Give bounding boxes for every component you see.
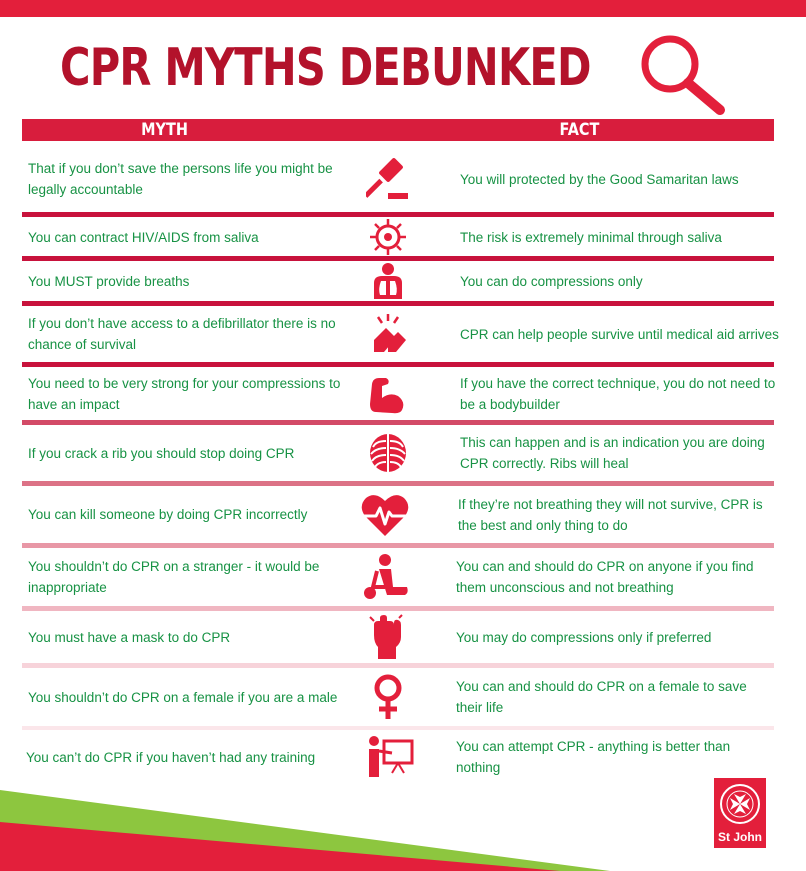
myth-column-header: MYTH	[141, 120, 188, 140]
myth-text: You can contract HIV/AIDS from saliva	[28, 229, 259, 245]
table-row	[0, 730, 806, 784]
fact-text: You will protected by the Good Samaritan laws	[460, 171, 739, 187]
myth-text: You need to be very strong for your compressions to have an impact	[28, 376, 341, 412]
heartbeat-icon	[360, 492, 410, 538]
myth-text: You shouldn’t do CPR on a stranger - it would be inappropriate	[28, 559, 320, 595]
fact-text: You can and should do CPR on a female to save their life	[456, 679, 747, 715]
fact-text: If they’re not breathing they will not survive, CPR is the best and only thing to do	[458, 496, 763, 533]
fact-text: CPR can help people survive until medical aid arrives	[460, 326, 779, 342]
myth-text: If you don’t have access to a defibrillator there is no chance of survival	[28, 316, 336, 352]
table-row	[0, 306, 806, 362]
bottom-decoration	[0, 780, 806, 871]
fact-text: This can happen and is an indication you are doing CPR correctly. Ribs will heal	[460, 435, 765, 471]
table-row	[0, 367, 806, 421]
virus-icon	[368, 217, 408, 257]
hands-compression-icon	[366, 312, 410, 356]
presentation-icon	[366, 733, 416, 781]
myth-text: You shouldn’t do CPR on a female if you are a male	[28, 689, 338, 705]
maltese-cross-icon	[718, 782, 762, 826]
table-row	[0, 486, 806, 543]
myth-text: You can’t do CPR if you haven’t had any training	[26, 749, 316, 765]
myth-text: You can kill someone by doing CPR incorrectly	[28, 507, 308, 522]
female-symbol-icon	[370, 673, 406, 721]
gavel-icon	[366, 157, 410, 201]
flexed-arm-icon	[366, 372, 410, 416]
raised-fist-icon	[366, 613, 406, 661]
magnifier-icon	[636, 30, 728, 116]
st-john-logo	[714, 778, 766, 848]
ribcage-icon	[366, 431, 410, 475]
table-row	[0, 425, 806, 481]
myth-text: That if you don’t save the persons life you might be legally accountable	[28, 161, 333, 197]
myth-text: You must have a mask to do CPR	[28, 629, 231, 645]
table-header-bar	[22, 119, 774, 141]
logo-text: St John	[718, 830, 762, 844]
table-row	[0, 218, 806, 256]
fact-column-header: FACT	[559, 120, 600, 140]
fact-text: If you have the correct technique, you do not need to be a bodybuilder	[460, 376, 776, 412]
myth-text: If you crack a rib you should stop doing CPR	[28, 445, 295, 461]
table-row	[0, 611, 806, 663]
table-row	[0, 548, 806, 606]
page-title: CPR MYTHS DEBUNKED	[60, 38, 591, 98]
fact-text: You can do compressions only	[460, 273, 643, 289]
fact-text: You can attempt CPR - anything is better than nothing	[456, 739, 731, 775]
top-bar	[0, 0, 806, 17]
table-row	[0, 668, 806, 726]
table-row	[0, 262, 806, 300]
person-cpr-icon	[363, 553, 411, 601]
lungs-torso-icon	[368, 261, 408, 301]
table-row	[0, 148, 806, 210]
myth-text: You MUST provide breaths	[28, 273, 190, 289]
fact-text: The risk is extremely minimal through saliva	[460, 229, 722, 245]
fact-text: You can and should do CPR on anyone if you find them unconscious and not breathing	[456, 559, 754, 595]
fact-text: You may do compressions only if preferred	[456, 629, 712, 645]
